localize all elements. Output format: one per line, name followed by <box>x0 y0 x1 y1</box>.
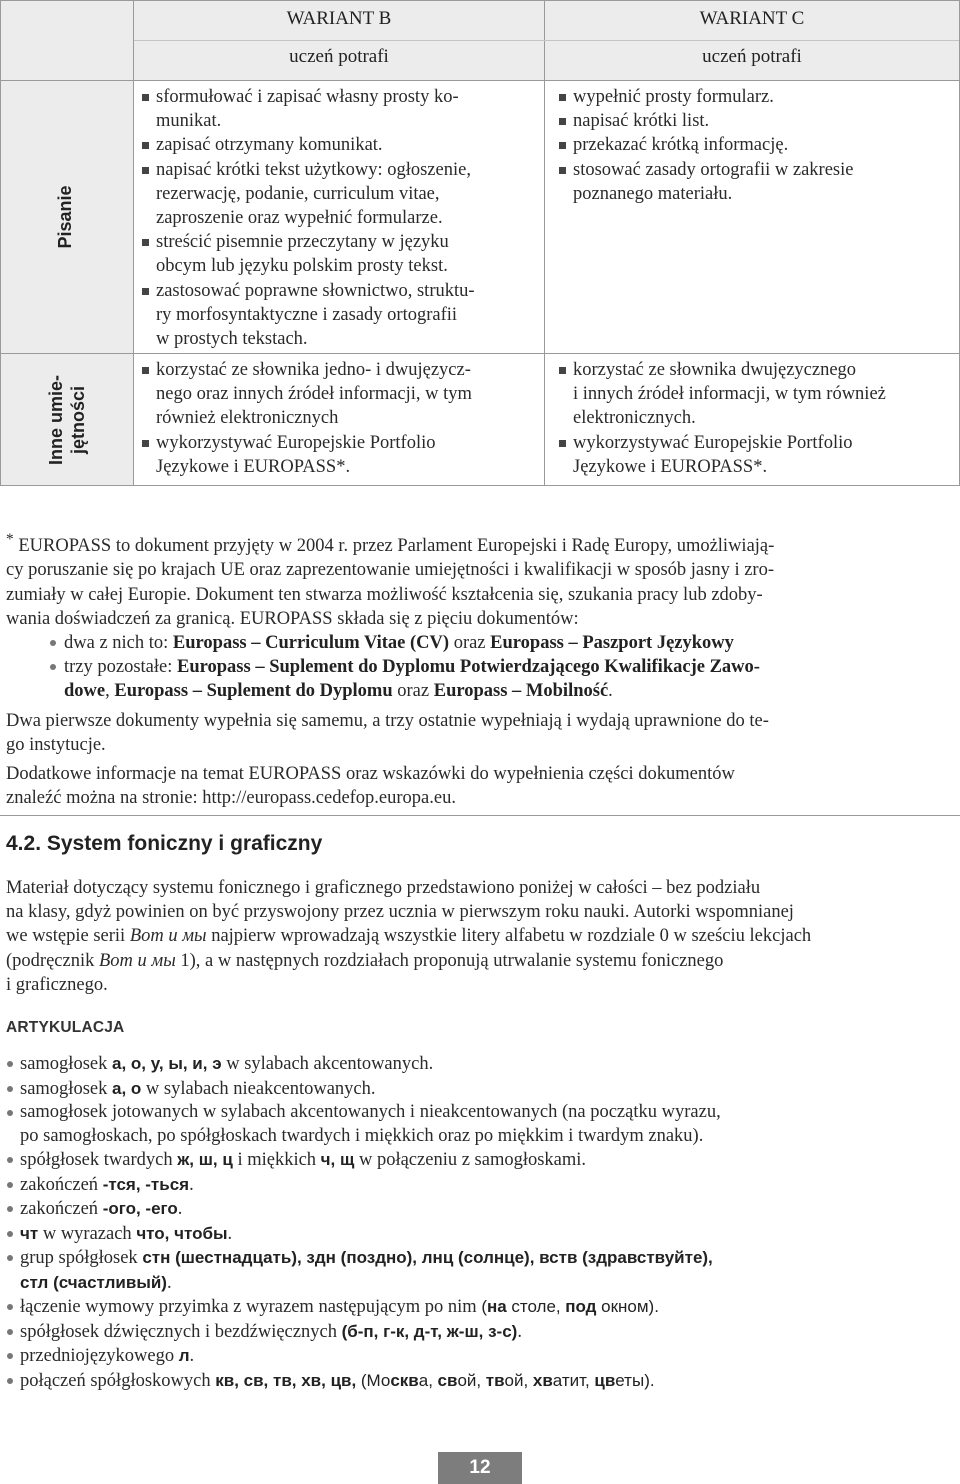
artykulacja-item: чт w wyrazach что, чтобы. <box>20 1222 960 1247</box>
variant-b-subheader: uczeń potrafi <box>289 46 389 67</box>
skill-item: wykorzystywać Europejskie Portfolio Językowe i EUROPASS*. <box>142 431 538 479</box>
pisanie-variant-c-list <box>559 85 953 206</box>
artykulacja-item: samogłosek jotowanych w sylabach akcentowanych i nieakcentowanych (na początku wyrazu, po samogłoskach, po spółgłoskach twardych i miękkich oraz po miękkim i twardym znaku). <box>20 1101 960 1148</box>
artykulacja-item: spółgłosek twardych ж, ш, ц i miękkich ч, щ w połączeniu z samogłoskami. <box>20 1148 960 1173</box>
curriculum-table <box>0 0 960 486</box>
artykulacja-item: łączenie wymowy przyimka z wyrazem następującym po nim (на столе, под окном). <box>20 1295 960 1320</box>
skill-item: streścić pisemnie przeczytany w języku obcym lub języku polskim prosty tekst. <box>142 230 538 278</box>
row-label-inne-umiejetnosci <box>45 355 89 485</box>
skill-item: napisać krótki list. <box>559 109 953 133</box>
artykulacja-item: grup spółgłosek стн (шестнадцать), здн (поздно), лнц (солнце), вств (здравствуйте), стл (счастливый). <box>20 1246 960 1295</box>
skill-item: wypełnić prosty formularz. <box>559 85 953 109</box>
artykulacja-item: samogłosek а, о, у, ы, и, э w sylabach akcentowanych. <box>20 1052 960 1077</box>
artykulacja-item: zakończeń -ого, -его. <box>20 1197 960 1222</box>
row-label-pisanie: Pisanie <box>55 185 75 249</box>
europass-footnote <box>6 528 952 810</box>
skill-item: sformułować i zapisać własny prosty ko- munikat. <box>142 85 538 133</box>
skill-item: zapisać otrzymany komunikat. <box>142 133 538 157</box>
row-label-line2: jętności <box>68 385 88 455</box>
footnote-bullet: dwa z nich to: Europass – Curriculum Vitae (CV) oraz Europass – Paszport Językowy <box>64 631 952 655</box>
row-label-line1: Inne umie- <box>46 375 66 466</box>
skill-item: korzystać ze słownika jedno- i dwujęzycz- nego oraz innych źródeł informacji, w tym również elektronicznych <box>142 358 538 431</box>
footnote-paragraph-3: Dodatkowe informacje na temat EUROPASS oraz wskazówki do wypełnienia części dokumentów znaleźć można na stronie: http://europass.cedefop.europa.eu. <box>6 763 735 809</box>
section-intro: Materiał dotyczący systemu fonicznego i graficznego przedstawiono poniżej w całości – bez podziału na klasy, gdyż powinien on być przyswojony przez ucznia w pierwszym roku nauki. Autorki wspomnianej we wstępie serii Вот и мы najpierw wprowadzają wszystkie litery alfabetu w rozdziale 0 w sześciu lekcjach (podręcznik Вот и мы 1), a w następnych rozdziałach proponują utrwalanie systemu fonicznego i graficznego. <box>6 878 812 995</box>
artykulacja-item: połączeń spółgłoskowych кв, св, тв, хв, цв, (Москва, свой, твой, хватит, цветы). <box>20 1369 960 1394</box>
section-title: 4.2. System foniczny i graficzny <box>6 832 323 855</box>
skill-item: stosować zasady ortografii w zakresie poznanego materiału. <box>559 158 953 206</box>
artykulacja-list <box>6 1052 960 1393</box>
skill-item: wykorzystywać Europejskie Portfolio Językowe i EUROPASS*. <box>559 431 953 479</box>
skill-item: korzystać ze słownika dwujęzycznego i innych źródeł informacji, w tym również elektronicznych. <box>559 358 953 431</box>
footnote-paragraph-1: * EUROPASS to dokument przyjęty w 2004 r. przez Parlament Europejski i Radę Europy, umożliwiają- cy poruszanie się po krajach UE oraz zaprezentowanie umiejętności i kwalifikacji w sposób jasny i zro- zumiały w całej Europie. Dokument ten stwarza możliwość kształcenia się, szukania pracy lub zdoby- wania doświadczeń za granicą. EUROPASS składa się z pięciu dokumentów: <box>6 531 775 629</box>
variant-b-header: WARIANT B <box>286 8 392 29</box>
artykulacja-item: spółgłosek dźwięcznych i bezdźwięcznych (б-п, г-к, д-т, ж-ш, з-с). <box>20 1320 960 1345</box>
skill-item: przekazać krótką informację. <box>559 133 953 157</box>
variant-c-subheader: uczeń potrafi <box>702 46 802 67</box>
subheading-artykulacja: ARTYKULACJA <box>6 1019 125 1036</box>
footnote-paragraph-2: Dwa pierwsze dokumenty wypełnia się samemu, a trzy ostatnie wypełniają i wydają uprawnione do te- go instytucje. <box>6 710 769 755</box>
artykulacja-item: samogłosek а, о w sylabach nieakcentowanych. <box>20 1077 960 1102</box>
artykulacja-item: zakończeń -тся, -ться. <box>20 1173 960 1198</box>
artykulacja-item: przedniojęzykowego л. <box>20 1344 960 1369</box>
skill-item: zastosować poprawne słownictwo, struktu- ry morfosyntaktyczne i zasady ortografii w prostych tekstach. <box>142 279 538 352</box>
footnote-bullets <box>6 631 952 704</box>
page-number: 12 <box>438 1452 522 1484</box>
inne-variant-b-list <box>142 358 538 479</box>
footnote-divider <box>0 815 960 816</box>
footnote-bullet: trzy pozostałe: Europass – Suplement do Dyplomu Potwierdzającego Kwalifikacje Zawo- dowe, Europass – Suplement do Dyplomu oraz Europass – Mobilność. <box>64 655 952 703</box>
inne-variant-c-list <box>559 358 953 479</box>
skill-item: napisać krótki tekst użytkowy: ogłoszenie, rezerwację, podanie, curriculum vitae, zaproszenie oraz wypełnić formularze. <box>142 158 538 231</box>
variant-c-header: WARIANT C <box>699 8 805 29</box>
pisanie-variant-b-list <box>142 85 538 351</box>
